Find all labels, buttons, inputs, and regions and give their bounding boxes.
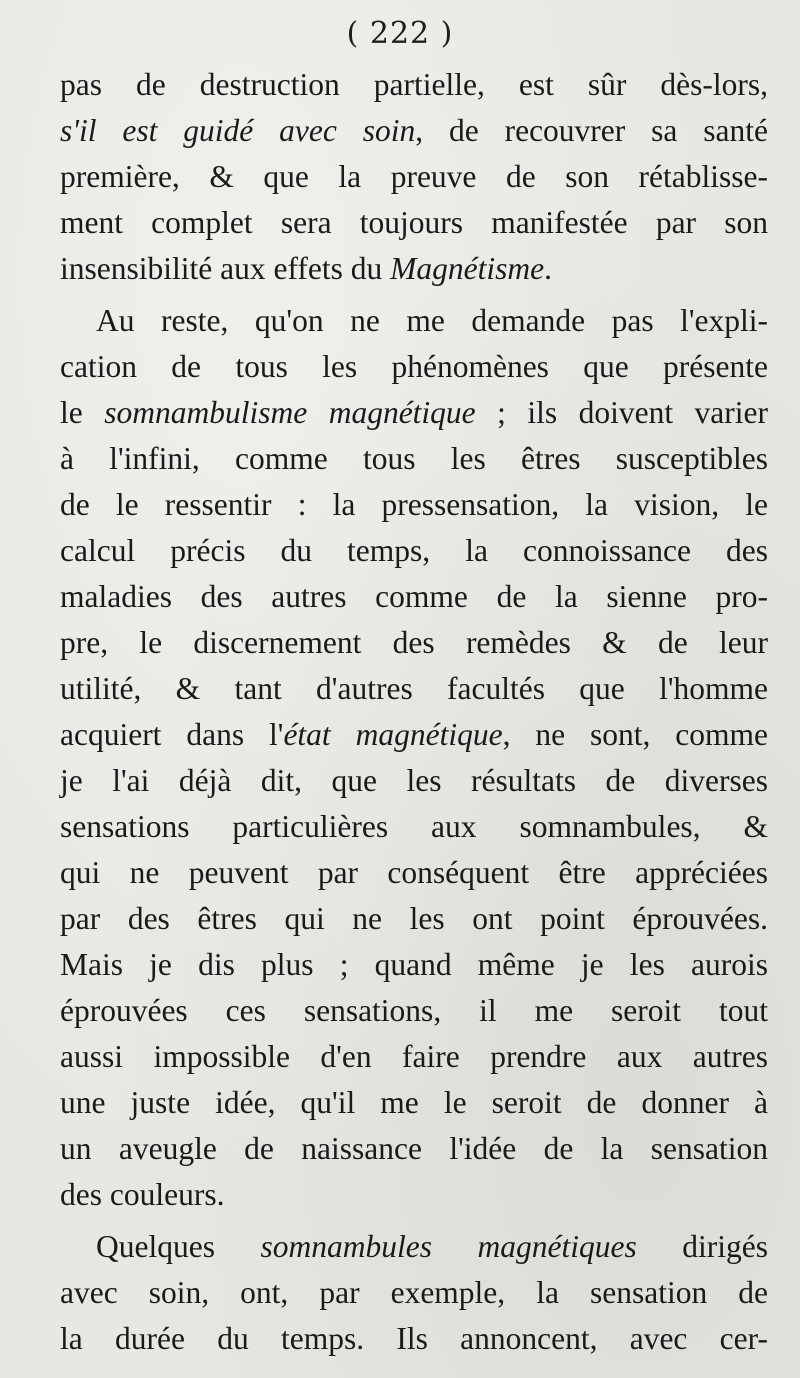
text-segment: à l'infini, comme tous les êtres susceptibles — [60, 441, 768, 476]
text-line — [60, 758, 768, 804]
text-line — [60, 896, 768, 942]
text-segment: ment complet sera toujours manifestée par son — [60, 205, 768, 240]
text-segment: Quelques — [96, 1229, 261, 1264]
text-line — [60, 108, 768, 154]
text-segment: Mais je dis plus ; quand même je les aurois — [60, 947, 768, 982]
text-line — [60, 246, 768, 292]
text-segment: dirigés — [636, 1229, 768, 1264]
text-segment: je l'ai déjà dit, que les résultats de diverses — [60, 763, 768, 798]
text-segment: maladies des autres comme de la sienne pro- — [60, 579, 768, 614]
text-segment: sensations particulières aux somnambules, & — [60, 809, 768, 844]
text-segment: de le ressentir : la pressensation, la vision, le — [60, 487, 768, 522]
text-line — [60, 62, 768, 108]
text-line — [60, 1080, 768, 1126]
text-line — [60, 620, 768, 666]
italic-text: somnambulisme magnétique — [104, 395, 476, 430]
italic-text: somnambules magnétiques — [260, 1229, 637, 1264]
text-line — [60, 298, 768, 344]
text-segment: qui ne peuvent par conséquent être appréciées — [60, 855, 768, 890]
text-line — [60, 1316, 768, 1362]
text-segment: des couleurs. — [60, 1177, 225, 1212]
text-segment: par des êtres qui ne les ont point éprouvées. — [60, 901, 768, 936]
text-segment: acquiert dans l' — [60, 717, 284, 752]
text-line — [60, 154, 768, 200]
text-line — [60, 1126, 768, 1172]
text-segment: pas de destruction partielle, est sûr dès-lors, — [60, 67, 768, 102]
text-segment: insensibilité aux effets du — [60, 251, 391, 286]
text-segment: éprouvées ces sensations, il me seroit tout — [60, 993, 768, 1028]
text-segment: utilité, & tant d'autres facultés que l'homme — [60, 671, 768, 706]
text-segment: avec soin, ont, par exemple, la sensation de — [60, 1275, 768, 1310]
text-line — [60, 344, 768, 390]
text-segment: Au reste, qu'on ne me demande pas l'expli- — [96, 303, 768, 338]
text-segment: le — [60, 395, 105, 430]
text-segment: calcul précis du temps, la connoissance des — [60, 533, 768, 568]
text-line — [60, 482, 768, 528]
text-line — [60, 528, 768, 574]
text-line — [60, 804, 768, 850]
text-segment: cation de tous les phénomènes que présente — [60, 349, 768, 384]
text-line — [60, 1034, 768, 1080]
paragraph — [60, 62, 768, 292]
text-segment: , de recouvrer sa santé — [415, 113, 768, 148]
italic-text: Magnétisme — [390, 251, 545, 286]
text-segment: , ne sont, comme — [502, 717, 769, 752]
text-line — [60, 1270, 768, 1316]
text-segment: . — [544, 251, 552, 286]
text-line — [60, 390, 768, 436]
text-line — [60, 1224, 768, 1270]
text-line — [60, 942, 768, 988]
text-line — [60, 666, 768, 712]
page-number: ( 222 ) — [346, 16, 454, 51]
text-line — [60, 1172, 768, 1218]
text-line — [60, 574, 768, 620]
text-line — [60, 436, 768, 482]
text-segment: la durée du temps. Ils annoncent, avec cer- — [60, 1321, 768, 1356]
body-text — [60, 62, 768, 1362]
text-segment: une juste idée, qu'il me le seroit de donner à — [60, 1085, 768, 1120]
text-line — [60, 988, 768, 1034]
text-segment: première, & que la preuve de son rétablisse- — [60, 159, 768, 194]
text-line — [60, 200, 768, 246]
text-segment: pre, le discernement des remèdes & de leur — [60, 625, 768, 660]
italic-text: état magnétique — [283, 717, 503, 752]
paragraph — [60, 1224, 768, 1362]
text-segment: ; ils doivent varier — [475, 395, 768, 430]
text-segment: un aveugle de naissance l'idée de la sensation — [60, 1131, 768, 1166]
text-segment: aussi impossible d'en faire prendre aux autres — [60, 1039, 768, 1074]
text-line — [60, 850, 768, 896]
paragraph — [60, 298, 768, 1218]
italic-text: s'il est guidé avec soin — [60, 113, 416, 148]
text-line — [60, 712, 768, 758]
